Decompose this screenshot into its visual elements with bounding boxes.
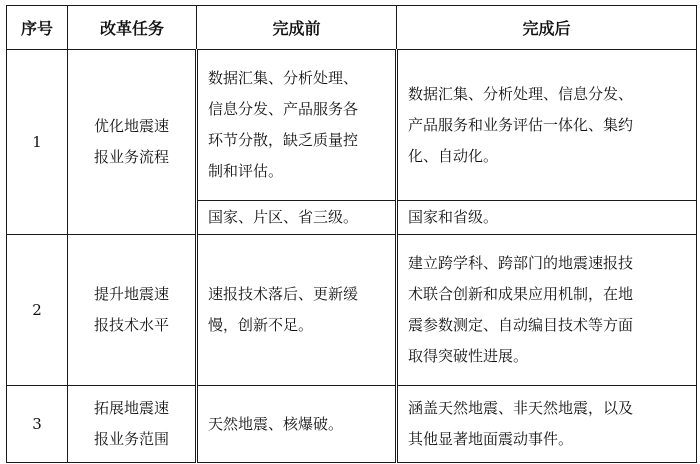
header-after: 完成后 (397, 6, 697, 50)
task-cell (68, 50, 197, 235)
before-text: 速报技术落后、更新缓 慢，创新不足。 (208, 285, 359, 334)
task-text: 优化地震速 报业务流程 (93, 117, 169, 166)
after-text: 国家和省级。 (408, 208, 499, 226)
after-cell (397, 201, 697, 235)
row-number: 2 (7, 235, 68, 386)
before-cell (197, 201, 397, 235)
before-text: 国家、片区、省三级。 (208, 208, 359, 226)
before-cell (197, 235, 397, 386)
after-cell (397, 50, 697, 201)
task-cell (68, 235, 197, 386)
header-seq: 序号 (7, 6, 68, 50)
header-before: 完成前 (197, 6, 397, 50)
row-number: 3 (7, 386, 68, 463)
header-task: 改革任务 (68, 6, 197, 50)
before-cell (197, 386, 397, 463)
header-row (7, 6, 697, 50)
after-text: 涵盖天然地震、非天然地震，以及 其他显著地面震动事件。 (408, 399, 634, 448)
after-cell (397, 235, 697, 386)
before-cell (197, 50, 397, 201)
table-row (7, 235, 697, 386)
before-text: 天然地震、核爆破。 (208, 414, 344, 433)
table-row (7, 386, 697, 463)
before-text: 数据汇集、分析处理、 信息分发、产品服务各 环节分散，缺乏质量控 制和评估。 (208, 69, 359, 180)
task-text: 提升地震速 报技术水平 (93, 285, 169, 334)
row-number: 1 (7, 50, 68, 235)
after-text: 数据汇集、分析处理、信息分发、 产品服务和业务评估一体化、集约 化、自动化。 (408, 84, 634, 165)
task-text: 拓展地震速 报业务范围 (93, 399, 169, 448)
table-row (7, 50, 697, 201)
task-cell (68, 386, 197, 463)
reform-table (6, 5, 697, 463)
after-text: 建立跨学科、跨部门的地震速报技 术联合创新和成果应用机制，在地 震参数测定、自动编目技术等方面 取得突破性进展。 (408, 254, 634, 365)
after-cell (397, 386, 697, 463)
